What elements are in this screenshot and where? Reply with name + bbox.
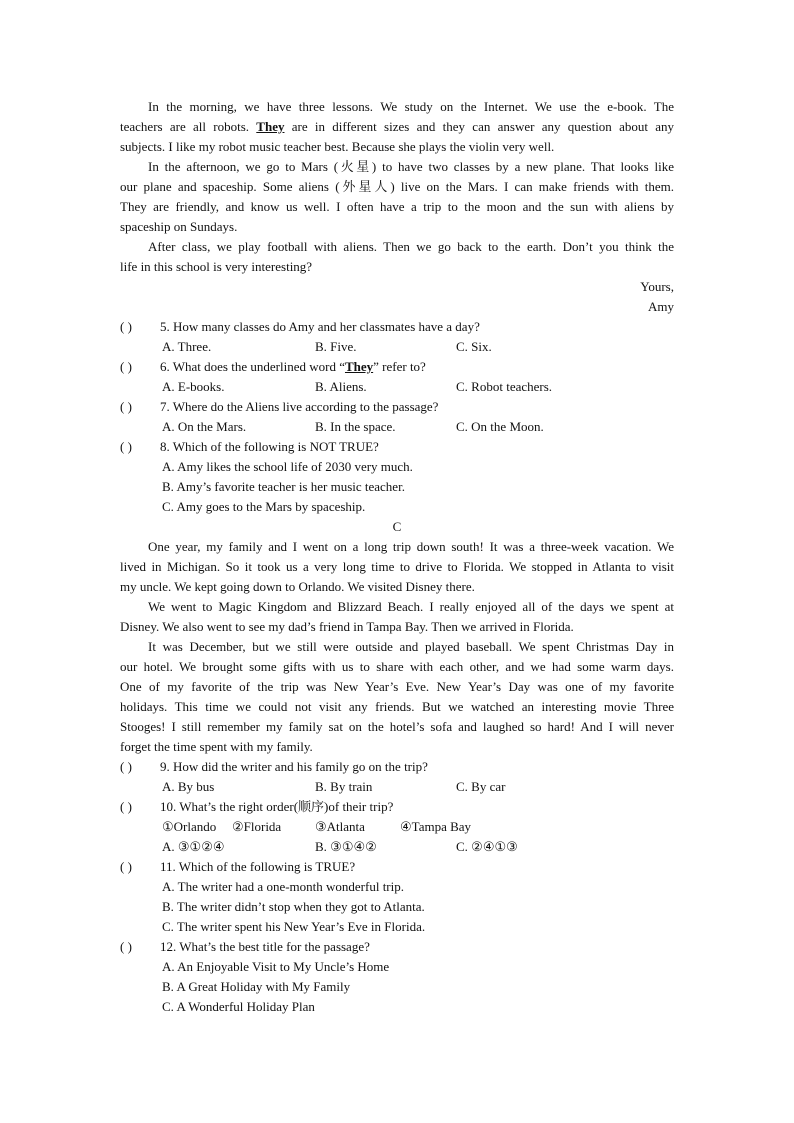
answer-blank[interactable]: ( ) <box>120 939 132 954</box>
text-line: forget the time spent with my family. <box>120 739 313 754</box>
passage-b-paragraph-3 <box>120 237 674 277</box>
question-stem: 12. What’s the best title for the passage? <box>160 939 370 954</box>
option-a[interactable]: A. An Enjoyable Visit to My Uncle’s Home <box>162 959 390 974</box>
question-7 <box>120 397 674 437</box>
text-line: One year, my family and I went on a long trip down south! It was a three-week vacation. We <box>148 539 674 554</box>
options-row <box>120 377 674 397</box>
option-b[interactable]: B. In the space. <box>315 419 396 434</box>
underlined-word: They <box>344 359 374 374</box>
option-c[interactable]: C. Six. <box>456 339 492 354</box>
answer-blank[interactable]: ( ) <box>120 319 132 334</box>
option-b[interactable]: B. Amy’s favorite teacher is her music teacher. <box>162 479 405 494</box>
letter-signature: Amy <box>648 299 674 314</box>
text-line: We went to Magic Kingdom and Blizzard Beach. I really enjoyed all of the days we spent at <box>148 599 674 614</box>
option-c[interactable]: C. A Wonderful Holiday Plan <box>162 999 315 1014</box>
passage-b-paragraph-1 <box>120 97 674 157</box>
text-line: my uncle. We kept going down to Orlando. We visited Disney there. <box>120 579 475 594</box>
text-line: After class, we play football with aliens. Then we go back to the earth. Don’t you think the <box>148 239 674 254</box>
section-c-heading: C <box>392 519 402 534</box>
text-line: In the morning, we have three lessons. We study on the Internet. We use the e-book. The <box>148 99 674 114</box>
answer-blank[interactable]: ( ) <box>120 439 132 454</box>
option-a[interactable]: A. E-books. <box>162 379 225 394</box>
question-stem: 8. Which of the following is NOT TRUE? <box>160 439 379 454</box>
option-a[interactable]: A. ③①②④ <box>162 839 225 854</box>
text-line: One of my favorite of the trip was New Year’s Eve. New Year’s Day was one of my favorite <box>120 679 674 694</box>
question-stem: 7. Where do the Aliens live according to the passage? <box>160 399 439 414</box>
text-line: They are friendly, and know us well. I often have a trip to the moon and the sun with aliens by <box>120 199 674 214</box>
question-stem: 10. What’s the right order(顺序)of their trip? <box>160 799 394 814</box>
text-line: Stooges! I still remember my family sat on the hotel’s sofa and laughed so hard! And I will never <box>120 719 674 734</box>
option-b[interactable]: B. ③①④② <box>315 839 377 854</box>
text-line: subjects. I like my robot music teacher best. Because she plays the violin very well. <box>120 139 555 154</box>
answer-blank[interactable]: ( ) <box>120 359 132 374</box>
text-line: In the afternoon, we go to Mars (火星) to have two classes by a new plane. That looks like <box>148 159 674 174</box>
options-row <box>120 337 674 357</box>
option-a[interactable]: A. Three. <box>162 339 212 354</box>
letter-closing: Yours, <box>640 279 674 294</box>
passage-c-paragraph-3 <box>120 637 674 757</box>
question-9 <box>120 757 674 797</box>
option-c[interactable]: C. The writer spent his New Year’s Eve in Florida. <box>162 919 426 934</box>
order-item: ②Florida <box>232 819 282 834</box>
option-a[interactable]: A. Amy likes the school life of 2030 very much. <box>162 459 413 474</box>
option-c[interactable]: C. Amy goes to the Mars by spaceship. <box>162 499 366 514</box>
order-item: ④Tampa Bay <box>400 819 472 834</box>
option-b[interactable]: B. Aliens. <box>315 379 367 394</box>
answer-blank[interactable]: ( ) <box>120 859 132 874</box>
option-b[interactable]: B. By train <box>315 779 373 794</box>
options-row <box>120 777 674 797</box>
option-c[interactable]: C. On the Moon. <box>456 419 544 434</box>
passage-c-paragraph-1 <box>120 537 674 597</box>
question-10 <box>120 797 674 857</box>
text-line: Disney. We also went to see my dad’s friend in Tampa Bay. Then we arrived in Florida. <box>120 619 574 634</box>
options-row <box>120 837 674 857</box>
text-line: spaceship on Sundays. <box>120 219 238 234</box>
text-line: holidays. This time we could not visit any friends. But we watched an interesting movie Three <box>120 699 674 714</box>
text-line: our plane and spaceship. Some aliens (外星人) live on the Mars. I can make friends with them. <box>120 179 674 194</box>
order-item: ①Orlando <box>162 819 217 834</box>
question-6 <box>120 357 674 397</box>
order-item: ③Atlanta <box>315 819 365 834</box>
question-stem: 5. How many classes do Amy and her classmates have a day? <box>160 319 480 334</box>
option-a[interactable]: A. By bus <box>162 779 215 794</box>
option-c[interactable]: C. Robot teachers. <box>456 379 553 394</box>
question-stem: 9. How did the writer and his family go on the trip? <box>160 759 428 774</box>
passage-c-paragraph-2 <box>120 597 674 637</box>
text-line: life in this school is very interesting? <box>120 259 313 274</box>
question-8 <box>120 437 674 517</box>
answer-blank[interactable]: ( ) <box>120 759 132 774</box>
text-line: It was December, but we still were outside and played baseball. We spent Christmas Day in <box>148 639 674 654</box>
text-line: teachers are all robots. They are in different sizes and they can answer any question about any <box>120 119 674 134</box>
text-line: lived in Michigan. So it took us a very long time to drive to Florida. We stopped in Atlanta to visit <box>120 559 674 574</box>
question-11 <box>120 857 674 937</box>
option-a[interactable]: A. On the Mars. <box>162 419 247 434</box>
question-5 <box>120 317 674 357</box>
text-line: our hotel. We brought some gifts with us to share with each other, and we had some warm days. <box>120 659 674 674</box>
options-row <box>120 417 674 437</box>
document-page <box>120 97 674 1017</box>
question-12 <box>120 937 674 1017</box>
question-stem: 11. Which of the following is TRUE? <box>160 859 356 874</box>
question-stem: 6. What does the underlined word “They” refer to? <box>160 359 426 374</box>
option-b[interactable]: B. A Great Holiday with My Family <box>162 979 351 994</box>
passage-b-paragraph-2 <box>120 157 674 237</box>
underlined-word: They <box>256 119 285 134</box>
option-b[interactable]: B. The writer didn’t stop when they got to Atlanta. <box>162 899 425 914</box>
option-c[interactable]: C. By car <box>456 779 506 794</box>
option-b[interactable]: B. Five. <box>315 339 357 354</box>
option-a[interactable]: A. The writer had a one-month wonderful trip. <box>162 879 404 894</box>
answer-blank[interactable]: ( ) <box>120 399 132 414</box>
answer-blank[interactable]: ( ) <box>120 799 132 814</box>
option-c[interactable]: C. ②④①③ <box>456 839 518 854</box>
order-items-row <box>120 817 674 837</box>
